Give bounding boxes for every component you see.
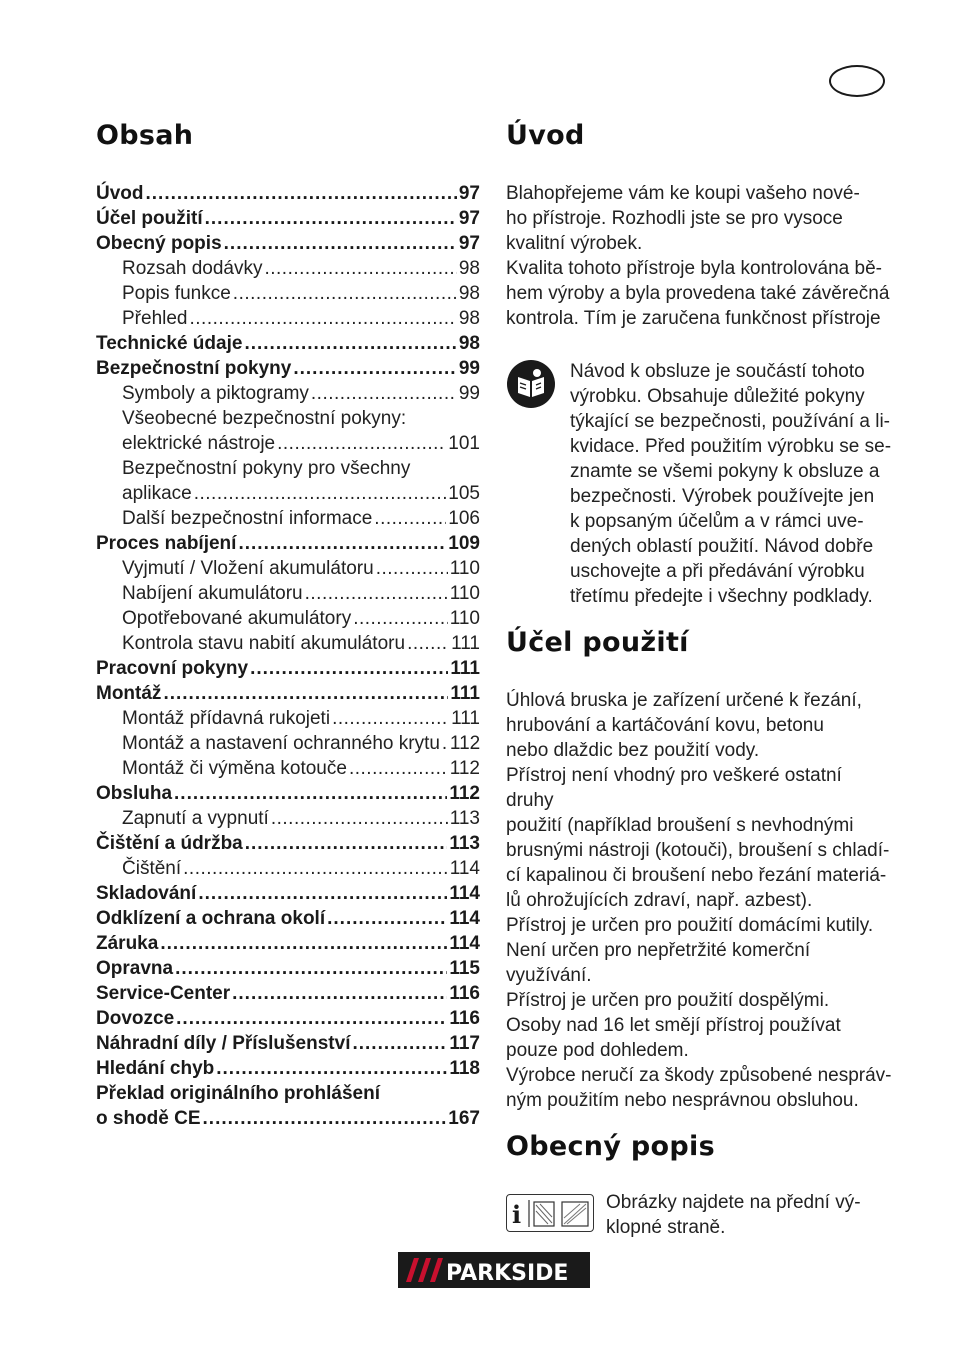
intro-line: kvalitní výrobek. (506, 233, 643, 254)
toc-entry-label: Montáž a nastavení ochranného krytu (122, 733, 440, 754)
toc-entry[interactable] (96, 956, 480, 981)
toc-entry-label: Bezpečnostní pokyny (96, 358, 292, 379)
info-line: klopné straně. (606, 1217, 726, 1238)
toc-entry-page: 113 (449, 808, 480, 829)
toc-entry[interactable] (96, 456, 480, 481)
toc-entry-label: Technické údaje (96, 333, 243, 354)
toc-entry-label: aplikace (122, 483, 192, 504)
usage-line: cí kapalinou či broušení nebo řezání materiá- (506, 865, 887, 886)
toc-entry[interactable] (96, 1106, 480, 1131)
svg-text:i: i (512, 1199, 522, 1229)
toc-leader-dots (232, 981, 447, 1006)
toc-entry[interactable] (96, 806, 480, 831)
toc-entry[interactable] (96, 631, 480, 656)
info-foldout-icon (506, 1194, 594, 1232)
toc-entry-label: Obsluha (96, 783, 173, 804)
usage-line: Přístroj je určen pro použití domácími kutily. (506, 915, 874, 936)
toc-leader-dots (376, 556, 448, 581)
usage-line: brusnými nástroji (kotouči), broušení s chladí- (506, 840, 890, 861)
toc-entry-page: 97 (458, 208, 480, 229)
toc-entry-label: Další bezpečnostní informace (122, 508, 373, 529)
content-column (506, 120, 894, 1240)
toc-entry[interactable] (96, 381, 480, 406)
toc-entry-page: 117 (449, 1033, 480, 1054)
toc-entry-page: 114 (449, 883, 480, 904)
toc-entry[interactable] (96, 731, 480, 756)
toc-entry-page: 111 (450, 683, 480, 704)
intro-line: Kvalita tohoto přístroje byla kontrolována bě- (506, 258, 882, 279)
toc-leader-dots (216, 1056, 447, 1081)
toc-entry[interactable] (96, 506, 480, 531)
toc-entry[interactable] (96, 931, 480, 956)
toc-entry-page: 110 (449, 558, 480, 579)
toc-entry-label: Opravna (96, 958, 174, 979)
note-line: týkající se bezpečnosti, používání a li- (570, 411, 890, 432)
toc-entry-label: Skladování (96, 883, 197, 904)
toc-leader-dots (442, 731, 448, 756)
usage-line: použití (například broušení s nevhodnými (506, 815, 854, 836)
toc-entry-label: Dovozce (96, 1008, 175, 1029)
toc-entry-label: Obecný popis (96, 233, 222, 254)
toc-leader-dots (332, 706, 449, 731)
intro-line: Blahopřejeme vám ke koupi vašeho nové- (506, 183, 860, 204)
toc-entry[interactable] (96, 556, 480, 581)
toc-entry-label: Montáž (96, 683, 162, 704)
usage-line: pouze pod dohledem. (506, 1040, 689, 1061)
toc-leader-dots (190, 306, 457, 331)
toc-entry-page: 111 (451, 633, 480, 654)
toc-entry-page: 112 (449, 783, 480, 804)
toc-leader-dots (250, 656, 448, 681)
toc-entry[interactable] (96, 756, 480, 781)
toc-leader-dots (305, 581, 448, 606)
toc-entry-page: 114 (449, 908, 480, 929)
toc-leader-dots (311, 381, 457, 406)
toc-entry-page: 98 (458, 308, 480, 329)
foldout-note (506, 1190, 894, 1240)
usage-title: Účel použití (506, 627, 689, 658)
toc-entry[interactable] (96, 281, 480, 306)
intro-line: ho přístroje. Rozhodli jste se pro vysoce (506, 208, 843, 229)
toc-entry-page: 98 (458, 333, 480, 354)
note-line: Návod k obsluze je součástí tohoto (570, 361, 865, 382)
usage-line: Přístroj není vhodný pro veškeré ostatní druhy (506, 765, 842, 811)
toc-entry-page: 97 (458, 233, 480, 254)
parkside-logo (398, 1252, 590, 1288)
toc-leader-dots (194, 481, 447, 506)
toc-entry-label: Proces nabíjení (96, 533, 237, 554)
toc-entry-page: 116 (449, 983, 480, 1004)
note-line: k popsaným účelům a v rámci uve- (570, 511, 864, 532)
toc-entry-page: 111 (450, 658, 480, 679)
toc-entry-label: o shodě CE (96, 1108, 201, 1129)
toc-entry-label: Service-Center (96, 983, 231, 1004)
toc-entry-label: Čištění a údržba (96, 833, 243, 854)
toc-entry-label: Kontrola stavu nabití akumulátoru (122, 633, 406, 654)
toc-entry-label: Opotřebované akumulátory (122, 608, 352, 629)
intro-line: hem výroby a byla provedena také závěrečná (506, 283, 890, 304)
usage-line: Není určen pro nepřetržité komerční využívání. (506, 940, 811, 986)
toc-entry[interactable] (96, 581, 480, 606)
toc-leader-dots (352, 1031, 447, 1056)
toc-entry[interactable] (96, 981, 480, 1006)
toc-entry[interactable] (96, 206, 480, 231)
toc-entry-label: Hledání chyb (96, 1058, 215, 1079)
toc-entry[interactable] (96, 906, 480, 931)
toc-entry-label: Účel použití (96, 208, 203, 229)
toc-entry-label: Vyjmutí / Vložení akumulátoru (122, 558, 374, 579)
usage-paragraph (506, 688, 894, 1113)
toc-entry[interactable] (96, 781, 480, 806)
toc-entry-page: 118 (449, 1058, 480, 1079)
note-line: bezpečnosti. Výrobek používejte jen (570, 486, 875, 507)
toc-leader-dots (374, 506, 446, 531)
toc-leader-dots (163, 681, 448, 706)
toc-entry-label: Symboly a piktogramy (122, 383, 309, 404)
usage-line: Osoby nad 16 let smějí přístroj používat (506, 1015, 841, 1036)
toc-entry[interactable] (96, 256, 480, 281)
toc-entry[interactable] (96, 306, 480, 331)
toc-entry-page: 98 (458, 258, 480, 279)
toc-entry-page: 110 (449, 583, 480, 604)
toc-entry-page: 106 (448, 508, 480, 529)
toc-title: Obsah (96, 120, 194, 151)
toc-entry[interactable] (96, 881, 480, 906)
read-manual-icon (506, 359, 556, 409)
toc-entry[interactable] (96, 1006, 480, 1031)
intro-paragraph (506, 181, 894, 331)
note-line: výrobku. Obsahuje důležité pokyny (570, 386, 865, 407)
toc-leader-dots (244, 331, 456, 356)
usage-line: Úhlová bruska je zařízení určené k řezání, (506, 690, 862, 711)
toc-entry[interactable] (96, 181, 480, 206)
toc-entry[interactable] (96, 331, 480, 356)
toc-entry-page: 113 (449, 833, 480, 854)
toc-entry[interactable] (96, 1056, 480, 1081)
toc-entry[interactable] (96, 606, 480, 631)
toc-entry-label: Montáž či výměna kotouče (122, 758, 347, 779)
toc-entry-label: Popis funkce (122, 283, 231, 304)
toc-leader-dots (245, 831, 448, 856)
toc-entry[interactable] (96, 231, 480, 256)
toc-entry-page: 105 (448, 483, 480, 504)
toc-entry-page: 99 (458, 383, 480, 404)
toc-leader-dots (353, 606, 448, 631)
toc-leader-dots (198, 881, 447, 906)
toc-entry-page: 109 (448, 533, 480, 554)
foldout-note-text (606, 1190, 861, 1240)
usage-line: ným použitím nebo nesprávnou obsluhou. (506, 1090, 859, 1111)
toc-entry[interactable] (96, 356, 480, 381)
toc-entry-label: Pracovní pokyny (96, 658, 249, 679)
note-line: kvidace. Před použitím výrobku se se- (570, 436, 892, 457)
toc-entry[interactable] (96, 706, 480, 731)
toc-entry-label: Úvod (96, 183, 144, 204)
toc-list (96, 181, 480, 1131)
toc-leader-dots (293, 356, 457, 381)
toc-entry-page: 112 (449, 733, 481, 754)
toc-entry-page: 101 (448, 433, 480, 454)
general-title: Obecný popis (506, 1131, 715, 1162)
toc-leader-dots (233, 281, 457, 306)
note-line: dených oblastí použití. Návod dobře (570, 536, 874, 557)
toc-entry-page: 99 (458, 358, 480, 379)
table-of-contents (96, 120, 480, 1131)
note-line: uschovejte a při předávání výrobku (570, 561, 865, 582)
toc-leader-dots (174, 781, 447, 806)
language-badge-oval (829, 65, 885, 97)
toc-entry[interactable] (96, 831, 480, 856)
toc-leader-dots (264, 256, 456, 281)
toc-leader-dots (277, 431, 446, 456)
toc-entry-label: Čištění (122, 858, 182, 879)
toc-entry-label: Náhradní díly / Příslušenství (96, 1033, 351, 1054)
logo-text: PARKSIDE (446, 1261, 569, 1286)
toc-entry-page: 112 (449, 758, 480, 779)
toc-entry-label: Překlad originálního prohlášení (96, 1083, 380, 1104)
toc-entry[interactable] (96, 681, 480, 706)
info-line: Obrázky najdete na přední vý- (606, 1192, 861, 1213)
toc-entry-page: 97 (458, 183, 480, 204)
toc-leader-dots (349, 756, 448, 781)
toc-leader-dots (203, 1106, 447, 1131)
toc-leader-dots (175, 956, 447, 981)
toc-entry-page: 116 (449, 1008, 480, 1029)
toc-entry[interactable] (96, 1081, 480, 1106)
toc-leader-dots (224, 231, 457, 256)
toc-leader-dots (183, 856, 448, 881)
intro-line: kontrola. Tím je zaručena funkčnost přístroje (506, 308, 881, 329)
toc-entry-page: 115 (449, 958, 480, 979)
toc-entry-label: Nabíjení akumulátoru (122, 583, 303, 604)
toc-entry-page: 114 (449, 858, 480, 879)
toc-entry-page: 111 (451, 708, 480, 729)
usage-line: Výrobce neručí za škody způsobené nespráv- (506, 1065, 892, 1086)
toc-entry-label: Rozsah dodávky (122, 258, 263, 279)
manual-note-text (570, 359, 894, 609)
toc-entry-page: 110 (449, 608, 480, 629)
toc-entry-page: 98 (458, 283, 480, 304)
toc-entry[interactable] (96, 481, 480, 506)
toc-entry[interactable] (96, 531, 480, 556)
toc-entry[interactable] (96, 1031, 480, 1056)
toc-entry-page: 114 (449, 933, 480, 954)
manual-note (506, 359, 894, 609)
usage-line: Přístroj je určen pro použití dospělými. (506, 990, 830, 1011)
usage-line: nebo dlaždic bez použití vody. (506, 740, 760, 761)
note-line: třetímu předejte i všechny podklady. (570, 586, 873, 607)
toc-entry[interactable] (96, 406, 480, 431)
intro-title: Úvod (506, 120, 585, 151)
toc-leader-dots (271, 806, 448, 831)
usage-line: hrubování a kartáčování kovu, betonu (506, 715, 824, 736)
toc-leader-dots (238, 531, 446, 556)
toc-entry-label: elektrické nástroje (122, 433, 276, 454)
toc-entry-label: Záruka (96, 933, 159, 954)
toc-leader-dots (327, 906, 447, 931)
toc-entry-label: Zapnutí a vypnutí (122, 808, 269, 829)
toc-entry[interactable] (96, 431, 480, 456)
toc-entry-label: Odklízení a ochrana okolí (96, 908, 326, 929)
toc-leader-dots (205, 206, 457, 231)
note-line: znamte se všemi pokyny k obsluze a (570, 461, 880, 482)
usage-line: lů ohrožujících zdraví, např. azbest). (506, 890, 813, 911)
toc-leader-dots (176, 1006, 447, 1031)
toc-entry-label: Montáž přídavná rukojeti (122, 708, 331, 729)
toc-leader-dots (407, 631, 449, 656)
toc-leader-dots (160, 931, 447, 956)
toc-entry-label: Všeobecné bezpečnostní pokyny: (122, 408, 407, 429)
toc-entry[interactable] (96, 856, 480, 881)
toc-entry-label: Bezpečnostní pokyny pro všechny (122, 458, 411, 479)
toc-entry-label: Přehled (122, 308, 188, 329)
toc-entry[interactable] (96, 656, 480, 681)
toc-entry-page: 167 (448, 1108, 480, 1129)
toc-leader-dots (146, 181, 457, 206)
